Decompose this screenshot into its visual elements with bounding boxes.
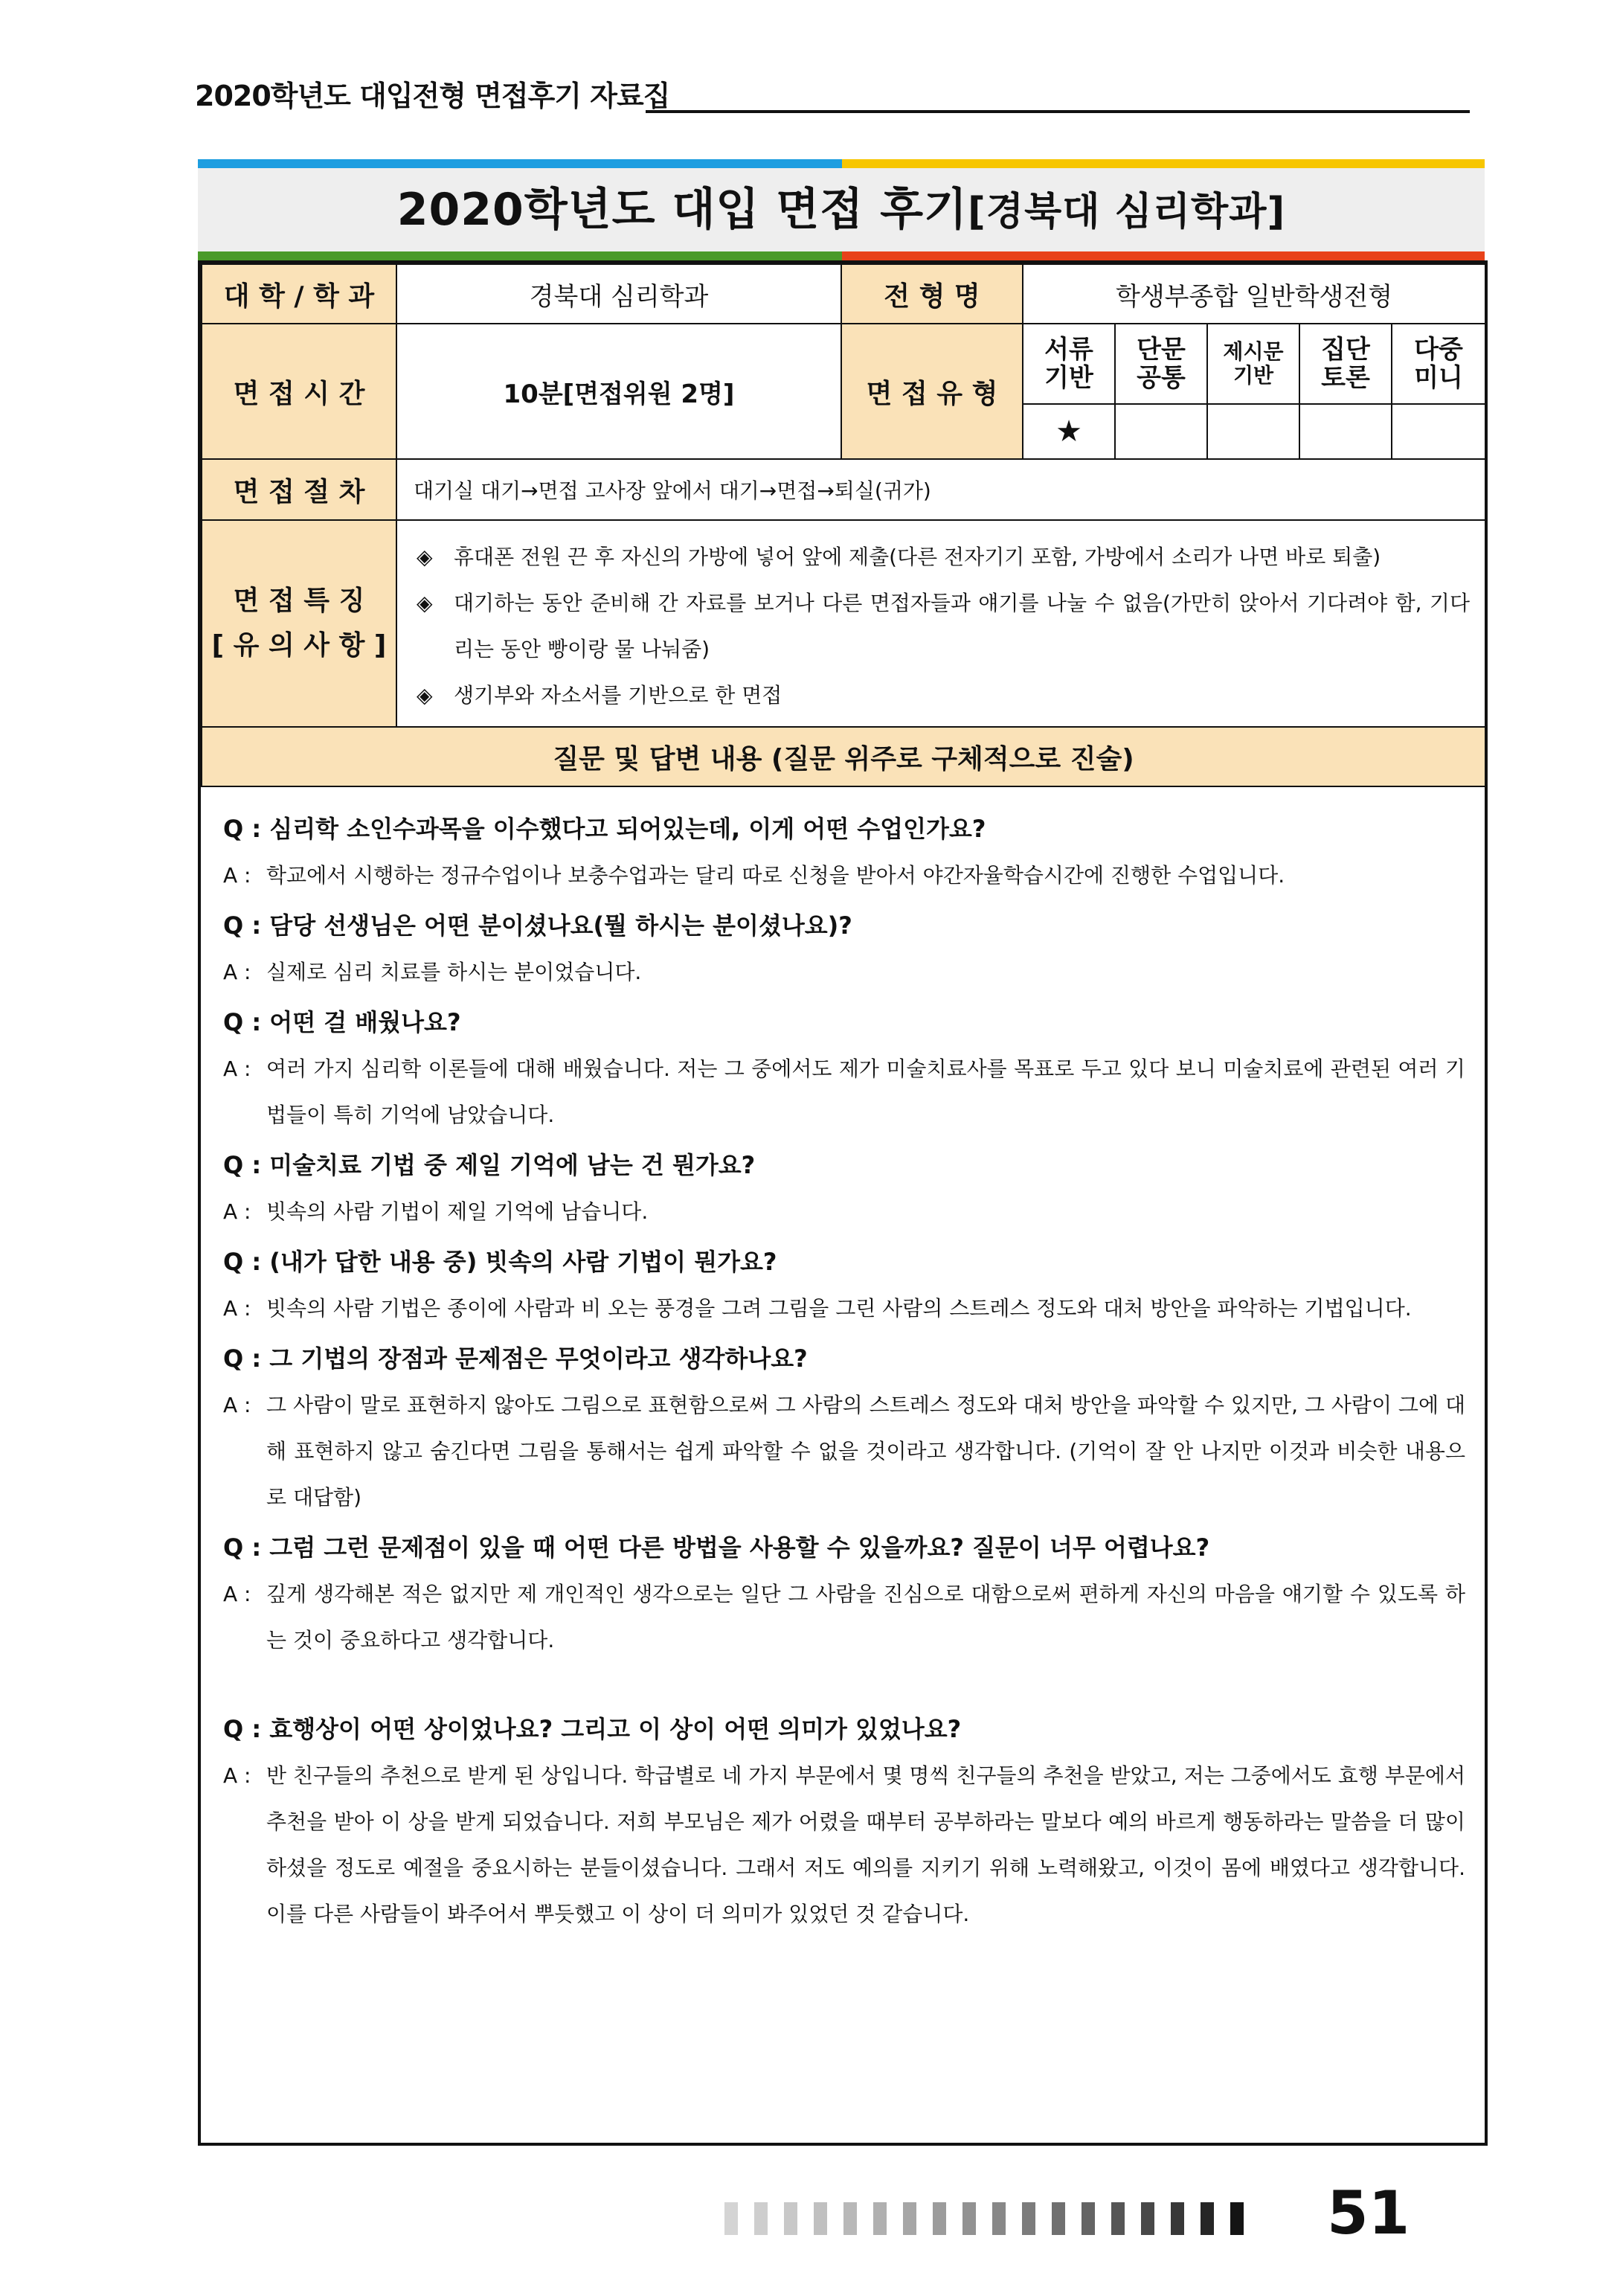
- footer-bar: [933, 2202, 946, 2235]
- features-label-line: [ 유 의 사 항 ]: [211, 630, 387, 661]
- footer-bar: [1171, 2202, 1184, 2235]
- footer-bar: [814, 2202, 827, 2235]
- answer: [223, 1286, 1465, 1332]
- q-prefix: Q :: [223, 1008, 270, 1036]
- question: [223, 805, 1465, 853]
- question: [223, 1705, 1465, 1753]
- type-line: 제시문: [1223, 339, 1284, 364]
- type-mark: [1207, 404, 1299, 459]
- footer-bar: [1082, 2202, 1095, 2235]
- type-document: [1023, 324, 1115, 404]
- row-qa-header: [202, 727, 1485, 786]
- footer-bar: [903, 2202, 916, 2235]
- type-line: 서류: [1044, 335, 1093, 365]
- running-header: 2020학년도 대입전형 면접후기 자료집: [195, 80, 670, 112]
- type-mark: [1115, 404, 1207, 459]
- diamond-bullet-icon: ◈: [417, 591, 433, 615]
- type-line: 기반: [1232, 363, 1274, 388]
- feature-text: 대기하는 동안 준비해 간 자료를 보거나 다른 면접자들과 얘기를 나눌 수 없음(가만히 앉아서 기다려야 함, 기다리는 동안 빵이랑 물 나눠줌): [454, 591, 1471, 661]
- star-icon: ★: [1023, 404, 1115, 459]
- feature-text: 생기부와 자소서를 기반으로 한 면접: [454, 683, 782, 708]
- q-prefix: Q :: [223, 911, 270, 940]
- title-main: 2020학년도 대입 면접 후기: [396, 184, 968, 236]
- footer-bar: [962, 2202, 976, 2235]
- answer: [223, 1382, 1465, 1521]
- answer: [223, 1189, 1465, 1235]
- footer-bar: [784, 2202, 797, 2235]
- procedure-value: 대기실 대기→면접 고사장 앞에서 대기→면접→퇴실(귀가): [396, 459, 1485, 520]
- question-text: 어떤 걸 배웠나요?: [269, 1008, 461, 1036]
- track-label: 전 형 명: [841, 264, 1023, 324]
- footer-bars: [724, 2202, 1260, 2235]
- q-prefix: Q :: [223, 1533, 270, 1562]
- footer-bar: [843, 2202, 857, 2235]
- time-value: 10분[면접위원 2명]: [396, 324, 841, 459]
- univ-value: 경북대 심리학과: [396, 264, 841, 324]
- feature-item: [412, 673, 1470, 719]
- type-group-discussion: [1299, 324, 1392, 404]
- row-univ: [202, 264, 1485, 324]
- type-line: 단문: [1137, 335, 1186, 365]
- features-label-line: 면 접 특 징: [233, 586, 365, 616]
- answer: [223, 1571, 1465, 1664]
- footer-bar: [1201, 2202, 1214, 2235]
- banner-bar-red: [842, 251, 1485, 260]
- q-prefix: Q :: [223, 1248, 270, 1276]
- info-table: [201, 263, 1486, 787]
- a-prefix: A :: [223, 960, 251, 984]
- question-text: 그 기법의 장점과 문제점은 무엇이라고 생각하나요?: [269, 1344, 808, 1373]
- type-passage: [1207, 324, 1299, 404]
- answer: [223, 1046, 1465, 1138]
- row-features: [202, 520, 1485, 727]
- question-text: 미술치료 기법 중 제일 기억에 남는 건 뭔가요?: [269, 1151, 756, 1179]
- footer-bar: [724, 2202, 738, 2235]
- footer-bar: [1141, 2202, 1154, 2235]
- univ-label: 대 학 / 학 과: [202, 264, 396, 324]
- question: [223, 1141, 1465, 1189]
- diamond-bullet-icon: ◈: [417, 683, 433, 708]
- question-text: 담당 선생님은 어떤 분이셨나요(뭘 하시는 분이셨나요)?: [269, 911, 852, 940]
- answer-text: 반 친구들의 추천으로 받게 된 상입니다. 학급별로 네 가지 부문에서 몇 명씩 친구들의 추천을 받았고, 저는 그중에서도 효행 부문에서 추천을 받아 이 상을 받게 되었습니다. 저희 부모님은 제가 어렸을 때부터 공부하라는 말보다 예의 바르게 행동하라는 말씀을 더 많이 하셨을 정도로 예절을 중요시하는 분들이셨습니다. 그래서 저도 예의를 지키기 위해 노력해왔고, 이것이 몸에 배였다고 생각합니다. 이를 다른 사람들이 봐주어서 뿌듯했고 이 상이 더 의미가 있었던 것 같습니다.: [266, 1763, 1465, 1926]
- question: [223, 902, 1465, 949]
- question-text: 심리학 소인수과목을 이수했다고 되어있는데, 이게 어떤 수업인가요?: [269, 815, 986, 843]
- spacer: [223, 1664, 1465, 1702]
- question: [223, 1524, 1465, 1571]
- q-prefix: Q :: [223, 1344, 270, 1373]
- footer-bar: [1111, 2202, 1125, 2235]
- question-text: (내가 답한 내용 중) 빗속의 사람 기법이 뭔가요?: [269, 1248, 777, 1276]
- feature-item: [412, 534, 1470, 580]
- type-label: 면 접 유 형: [841, 324, 1023, 459]
- header-rule: [646, 110, 1470, 113]
- features-label: [202, 520, 396, 727]
- answer: [223, 853, 1465, 899]
- answer-text: 빗속의 사람 기법은 종이에 사람과 비 오는 풍경을 그려 그림을 그린 사람의 스트레스 정도와 대처 방안을 파악하는 기법입니다.: [266, 1296, 1412, 1321]
- type-line: 집단: [1321, 335, 1370, 365]
- banner-bar-green: [198, 251, 842, 260]
- banner-bar-blue: [198, 159, 842, 168]
- page-number: 51: [1327, 2178, 1410, 2248]
- time-label: 면 접 시 간: [202, 324, 396, 459]
- title-banner: [198, 159, 1485, 260]
- row-procedure: [202, 459, 1485, 520]
- type-line: 토론: [1321, 363, 1370, 393]
- type-line: 공통: [1137, 363, 1186, 393]
- qa-section: [223, 802, 1465, 1937]
- answer-text: 여러 가지 심리학 이론들에 대해 배웠습니다. 저는 그 중에서도 제가 미술치료사를 목표로 두고 있다 보니 미술치료에 관련된 여러 기법들이 특히 기억에 남았습니다.: [266, 1056, 1465, 1127]
- features-list: [396, 520, 1485, 727]
- answer-text: 그 사람이 말로 표현하지 않아도 그림으로 표현함으로써 그 사람의 스트레스 정도와 대처 방안을 파악할 수 있지만, 그 사람이 그에 대해 표현하지 않고 숨긴다면 그림을 통해서는 쉽게 파악할 수 없을 것이라고 생각합니다. (기억이 잘 안 나지만 이것과 비슷한 내용으로 대답함): [266, 1393, 1465, 1510]
- a-prefix: A :: [223, 1393, 251, 1417]
- type-mark: [1392, 404, 1485, 459]
- feature-item: [412, 580, 1470, 673]
- qa-header: 질문 및 답변 내용 (질문 위주로 구체적으로 진술): [202, 727, 1485, 786]
- page-title: [198, 168, 1485, 251]
- feature-text: 휴대폰 전원 끈 후 자신의 가방에 넣어 앞에 제출(다른 전자기기 포함, 가방에서 소리가 나면 바로 퇴출): [454, 545, 1381, 569]
- answer: [223, 949, 1465, 995]
- q-prefix: Q :: [223, 1715, 270, 1743]
- answer-text: 학교에서 시행하는 정규수업이나 보충수업과는 달리 따로 신청을 받아서 야간자율학습시간에 진행한 수업입니다.: [266, 863, 1285, 888]
- type-short-common: [1115, 324, 1207, 404]
- type-line: 미니: [1414, 363, 1463, 393]
- answer-text: 실제로 심리 치료를 하시는 분이었습니다.: [266, 960, 642, 984]
- interview-frame: [198, 260, 1488, 2146]
- diamond-bullet-icon: ◈: [417, 545, 433, 569]
- footer-bar: [754, 2202, 768, 2235]
- a-prefix: A :: [223, 1296, 251, 1321]
- title-bracket: [경북대 심리학과]: [968, 190, 1286, 234]
- question: [223, 1238, 1465, 1286]
- answer-text: 깊게 생각해본 적은 없지만 제 개인적인 생각으로는 일단 그 사람을 진심으로 대함으로써 편하게 자신의 마음을 얘기할 수 있도록 하는 것이 중요하다고 생각합니다.: [266, 1582, 1465, 1652]
- q-prefix: Q :: [223, 1151, 270, 1179]
- a-prefix: A :: [223, 1763, 251, 1788]
- q-prefix: Q :: [223, 815, 270, 843]
- a-prefix: A :: [223, 863, 251, 888]
- track-value: 학생부종합 일반학생전형: [1023, 264, 1485, 324]
- row-time: [202, 324, 1485, 404]
- footer-bar: [992, 2202, 1006, 2235]
- a-prefix: A :: [223, 1056, 251, 1081]
- type-line: 다중: [1414, 335, 1463, 365]
- footer-bar: [1230, 2202, 1244, 2235]
- banner-bar-yellow: [842, 159, 1485, 168]
- type-line: 기반: [1044, 363, 1093, 393]
- question-text: 효행상이 어떤 상이었나요? 그리고 이 상이 어떤 의미가 있었나요?: [269, 1715, 962, 1743]
- a-prefix: A :: [223, 1199, 251, 1224]
- type-multi-mini: [1392, 324, 1485, 404]
- footer-bar: [1052, 2202, 1065, 2235]
- question: [223, 1335, 1465, 1382]
- footer-bar: [873, 2202, 887, 2235]
- a-prefix: A :: [223, 1582, 251, 1606]
- question-text: 그럼 그런 문제점이 있을 때 어떤 다른 방법을 사용할 수 있을까요? 질문이 너무 어렵나요?: [269, 1533, 1210, 1562]
- answer-text: 빗속의 사람 기법이 제일 기억에 남습니다.: [266, 1199, 649, 1224]
- question: [223, 998, 1465, 1046]
- footer-bar: [1022, 2202, 1035, 2235]
- answer: [223, 1753, 1465, 1937]
- procedure-label: 면 접 절 차: [202, 459, 396, 520]
- type-mark: [1299, 404, 1392, 459]
